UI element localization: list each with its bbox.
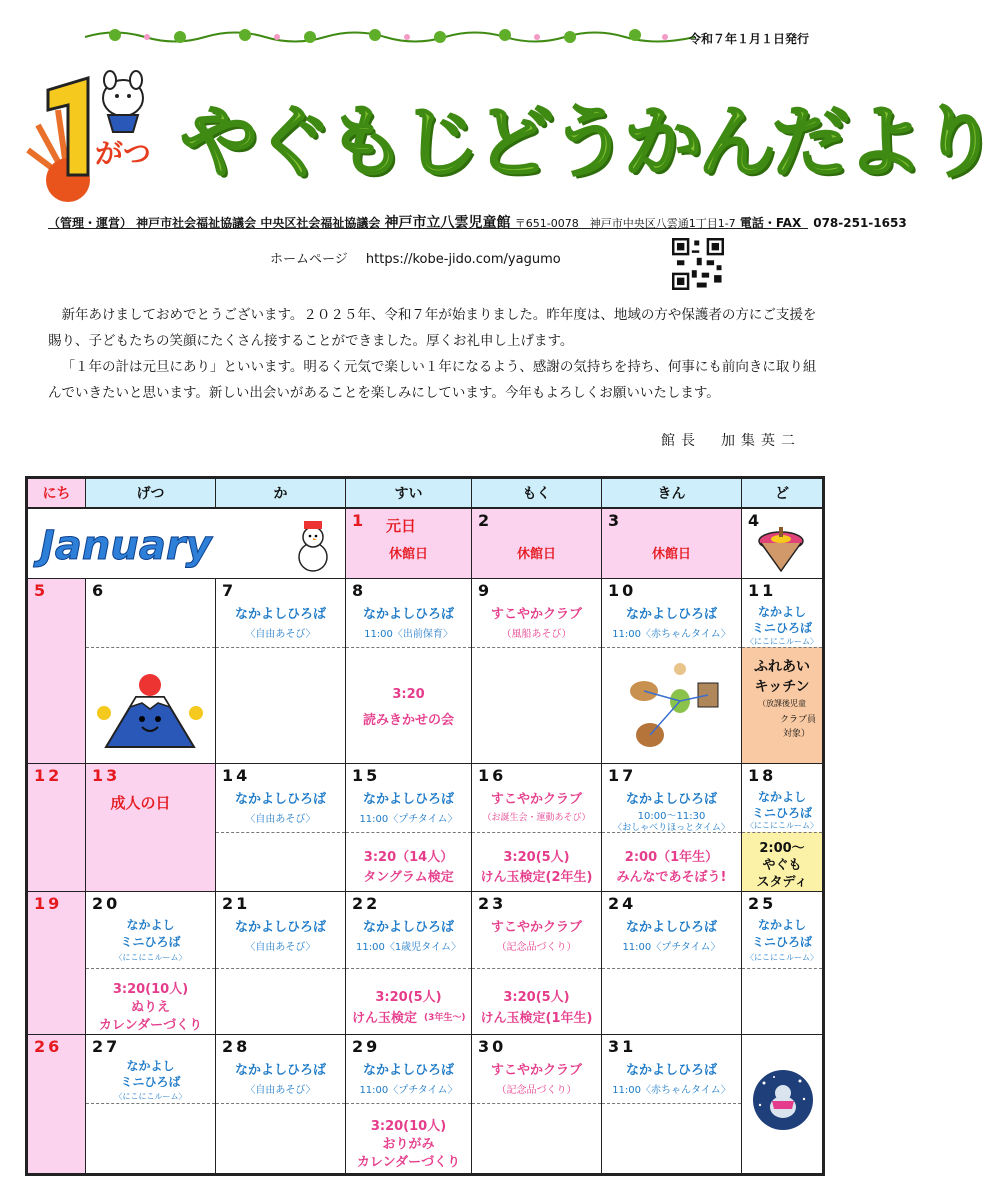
day-number: 12 (34, 766, 63, 785)
event-title: みんなであそぼう! (616, 870, 727, 885)
event-time: 3:20 (392, 687, 425, 702)
event-title: なかよし (126, 1059, 175, 1073)
closed-label: 休館日 (651, 547, 691, 562)
day-number: 5 (34, 581, 49, 600)
event-time: 3:20(10人) (112, 982, 189, 997)
day-30 (472, 1035, 602, 1173)
event-detail: 11:00〈赤ちゃんタイム〉 (612, 1085, 731, 1096)
divider (602, 647, 741, 648)
day-header-thursday: もく (472, 479, 602, 509)
day-header-saturday: ど (742, 479, 822, 509)
divider (86, 647, 215, 648)
day-number: 9 (478, 581, 493, 600)
event-detail: 11:00〈プチタイム〉 (359, 814, 458, 825)
day-header-wednesday: すい (346, 479, 472, 509)
day-number: 24 (608, 894, 637, 913)
day-number: 29 (352, 1037, 381, 1056)
day-number: 30 (478, 1037, 507, 1056)
event-title: なかよしひろば (362, 1063, 454, 1078)
event-title-2: カレンダーづくり (98, 1018, 203, 1033)
facility-name: 神戸市立八雲児童館 (384, 215, 511, 231)
qr-code-icon (672, 238, 724, 290)
january-banner (28, 509, 346, 579)
day-7 (216, 579, 346, 764)
mouse-icon (103, 71, 143, 132)
event-detail: （記念品づくり） (496, 942, 577, 953)
study-event-box (742, 832, 822, 891)
event-detail: 〈自由あそび〉 (245, 942, 316, 953)
day-19 (28, 892, 86, 1035)
event-title: なかよし (126, 918, 175, 932)
day-25 (742, 892, 822, 1035)
day-number: 10 (608, 581, 637, 600)
event-detail: 11:00〈赤ちゃんタイム〉 (612, 629, 731, 640)
event-title: 読みきかせの会 (362, 713, 454, 728)
divider (602, 1103, 741, 1104)
holiday-name: 元日 (386, 517, 417, 535)
event-title-2: スタディ (756, 875, 808, 890)
divider (216, 832, 345, 833)
homepage-url[interactable]: https://kobe-jido.com/yagumo (365, 252, 561, 267)
event-title: なかよしひろば (625, 607, 717, 622)
event-detail: 11:00〈1歳児タイム〉 (356, 942, 461, 953)
day-header-tuesday: か (216, 479, 346, 509)
event-time: 2:00～ (759, 841, 805, 856)
day-number: 19 (34, 894, 63, 913)
divider (346, 832, 471, 833)
day-number: 8 (352, 581, 367, 600)
day-number: 31 (608, 1037, 637, 1056)
day-4 (742, 509, 822, 579)
event-note-3: 対象） (782, 729, 810, 739)
event-title: タングラム検定 (363, 870, 454, 885)
day-number: 22 (352, 894, 381, 913)
day-23 (472, 892, 602, 1035)
issue-date: 令和７年１月１日発行 (688, 32, 809, 46)
event-detail: 〈にこにこルーム〉 (746, 953, 818, 962)
event-time: 3:20(5人) (503, 990, 570, 1005)
phone: 電話・FAX 078-251-1653 (739, 216, 907, 230)
mount-fuji-icon (98, 671, 202, 751)
month-label: がつ (95, 137, 152, 170)
divider (346, 968, 471, 969)
event-title-2: ミニひろば (751, 806, 812, 820)
event-time: 10:00～11:30 (637, 811, 706, 822)
day-26 (28, 1035, 86, 1173)
day-5 (28, 579, 86, 764)
day-number: 23 (478, 894, 507, 913)
event-detail: （お誕生会・運動あそび） (482, 813, 591, 823)
day-28 (216, 1035, 346, 1173)
event-detail: 〈にこにこルーム〉 (114, 953, 187, 962)
event-title: なかよしひろば (234, 792, 326, 807)
event-title: なかよし (757, 605, 806, 619)
day-6 (86, 579, 216, 764)
day-number: 28 (222, 1037, 251, 1056)
event-time: 2:00（1年生） (624, 850, 719, 865)
divider (472, 1103, 601, 1104)
day-header-monday: げつ (86, 479, 216, 509)
event-title-2: ミニひろば (751, 621, 812, 635)
day-21 (216, 892, 346, 1035)
divider (472, 832, 601, 833)
event-title: すこやかクラブ (490, 607, 582, 622)
event-detail: （記念品づくり） (496, 1085, 577, 1096)
event-title-2: ミニひろば (751, 935, 812, 949)
event-title: すこやかクラブ (490, 792, 582, 807)
day-number: 11 (748, 581, 777, 600)
event-title: ふれあい (754, 659, 810, 675)
event-detail: 〈自由あそび〉 (245, 629, 316, 640)
event-detail: (3年生～) (424, 1013, 466, 1023)
day-number: 4 (748, 511, 763, 530)
event-title: なかよしひろば (234, 920, 326, 935)
event-title-2: ミニひろば (120, 1075, 181, 1089)
folk-tale-illustration-icon (620, 661, 724, 753)
event-detail: 〈にこにこルーム〉 (114, 1092, 187, 1101)
day-29 (346, 1035, 472, 1173)
divider (86, 968, 215, 969)
divider (346, 1103, 471, 1104)
day-number: 2 (478, 511, 493, 530)
event-title: なかよしひろば (625, 1063, 717, 1078)
day-number: 26 (34, 1037, 63, 1056)
greeting-message (48, 302, 818, 406)
event-title: やぐも (762, 858, 802, 873)
day-14 (216, 764, 346, 892)
event-time: 3:20(5人) (503, 850, 570, 865)
event-note: （放課後児童 (758, 699, 806, 708)
homepage-label: ホームページ (270, 252, 348, 267)
divider (472, 647, 601, 648)
event-detail: 11:00〈出前保育〉 (364, 629, 453, 640)
holiday-name: 成人の日 (110, 794, 171, 812)
day-10 (602, 579, 742, 764)
day-number: 18 (748, 766, 777, 785)
event-title: なかよしひろば (625, 792, 717, 807)
spinning-top-icon (756, 525, 806, 573)
event-detail: 11:00〈プチタイム〉 (359, 1085, 458, 1096)
day-number: 27 (92, 1037, 121, 1056)
event-title: ぬりえ (130, 1000, 170, 1015)
day-31 (602, 1035, 742, 1173)
day-number: 14 (222, 766, 251, 785)
address: 〒651-0078 神戸市中央区八雲通1丁目1-7 (514, 217, 736, 230)
event-note-2: クラブ員 (779, 715, 816, 725)
event-title-2: ミニひろば (120, 935, 181, 949)
event-title: なかよしひろば (362, 607, 454, 622)
day-3 (602, 509, 742, 579)
day-1 (346, 509, 472, 579)
event-title: なかよしひろば (234, 607, 326, 622)
day-18 (742, 764, 822, 892)
day-12 (28, 764, 86, 892)
day-header-sunday: にち (28, 479, 86, 509)
divider (216, 968, 345, 969)
calendar (25, 476, 825, 1176)
day-9 (472, 579, 602, 764)
day-number: 16 (478, 766, 507, 785)
day-number: 1 (352, 511, 367, 530)
day-number: 3 (608, 511, 623, 530)
divider (216, 647, 345, 648)
event-time: 3:20(10人) (370, 1119, 447, 1134)
event-detail: 〈自由あそび〉 (245, 814, 316, 825)
day-number: 20 (92, 894, 121, 913)
header-divider (48, 228, 808, 229)
day-number: 17 (608, 766, 637, 785)
day-header-friday: きん (602, 479, 742, 509)
day-number: 25 (748, 894, 777, 913)
day-number: 6 (92, 581, 107, 600)
empty-cell (742, 1035, 822, 1173)
day-13 (86, 764, 216, 892)
event-title: なかよしひろば (234, 1063, 326, 1078)
day-2 (472, 509, 602, 579)
event-title: なかよしひろば (362, 792, 454, 807)
event-title: なかよし (757, 918, 806, 932)
day-22 (346, 892, 472, 1035)
kitchen-event-box (742, 647, 822, 763)
divider (216, 1103, 345, 1104)
event-detail: （風船あそび） (501, 629, 572, 640)
event-detail: 11:00〈プチタイム〉 (622, 942, 721, 953)
org-management: （管理・運営） 神戸市社会福祉協議会 中央区社会福祉協議会 (48, 216, 381, 230)
event-title: すこやかクラブ (490, 920, 582, 935)
day-number: 21 (222, 894, 251, 913)
greeting-paragraph-2: 「１年の計は元旦にあり」といいます。明るく元気で楽しい１年になるよう、感謝の気持ちを持ち、何事にも前向きに取り組んでいきたいと思います。新しい出会いがあることを楽しみにしています。今年もよろしくお願いいたします。 (48, 359, 817, 401)
divider (86, 1103, 215, 1104)
divider (742, 968, 822, 969)
day-16 (472, 764, 602, 892)
day-8 (346, 579, 472, 764)
snow-scene-icon (752, 1069, 814, 1131)
closed-label: 休館日 (516, 547, 556, 562)
organization-line (48, 212, 907, 232)
day-number: 13 (92, 766, 121, 785)
january-label: January (40, 523, 212, 569)
month-logo (28, 70, 173, 190)
event-time: 3:20(5人) (375, 990, 442, 1005)
event-title: すこやかクラブ (490, 1063, 582, 1078)
divider (346, 647, 471, 648)
event-title: なかよしひろば (625, 920, 717, 935)
signature: 館長 加集英二 (661, 433, 801, 449)
event-detail: 〈おしゃべりほっとタイム〉 (613, 823, 730, 833)
vine-decoration (85, 26, 695, 48)
event-title: けん玉検定(2年生) (480, 870, 593, 885)
day-17 (602, 764, 742, 892)
day-24 (602, 892, 742, 1035)
event-title: けん玉検定(1年生) (480, 1011, 593, 1026)
homepage-line (270, 248, 561, 267)
event-title: なかよし (757, 790, 806, 804)
divider (602, 832, 741, 833)
greeting-paragraph-1: 新年あけましておめでとうございます。２０２５年、令和７年が始まりました。昨年度は、地域の方や保護者の方にご支援を賜り、子どもたちの笑顔にたくさん接することができました。厚くお礼申し上げます。 (48, 307, 817, 349)
divider (472, 968, 601, 969)
day-20 (86, 892, 216, 1035)
day-number: 7 (222, 581, 237, 600)
snowman-icon (290, 517, 336, 573)
day-15 (346, 764, 472, 892)
day-11 (742, 579, 822, 764)
closed-label: 休館日 (388, 547, 428, 562)
event-title: なかよしひろば (362, 920, 454, 935)
divider (602, 968, 741, 969)
event-title-2: キッチン (754, 679, 810, 695)
day-number: 15 (352, 766, 381, 785)
day-27 (86, 1035, 216, 1173)
event-detail: 〈にこにこルーム〉 (746, 637, 818, 646)
newsletter-title: やぐもじどうかんだより (180, 98, 994, 188)
event-title-2: カレンダーづくり (356, 1155, 461, 1170)
event-detail: 〈にこにこルーム〉 (746, 821, 818, 830)
event-time: 3:20（14人） (363, 850, 454, 865)
event-title: おりがみ (382, 1137, 435, 1152)
event-title: けん玉検定 (352, 1011, 418, 1026)
event-detail: 〈自由あそび〉 (245, 1085, 316, 1096)
